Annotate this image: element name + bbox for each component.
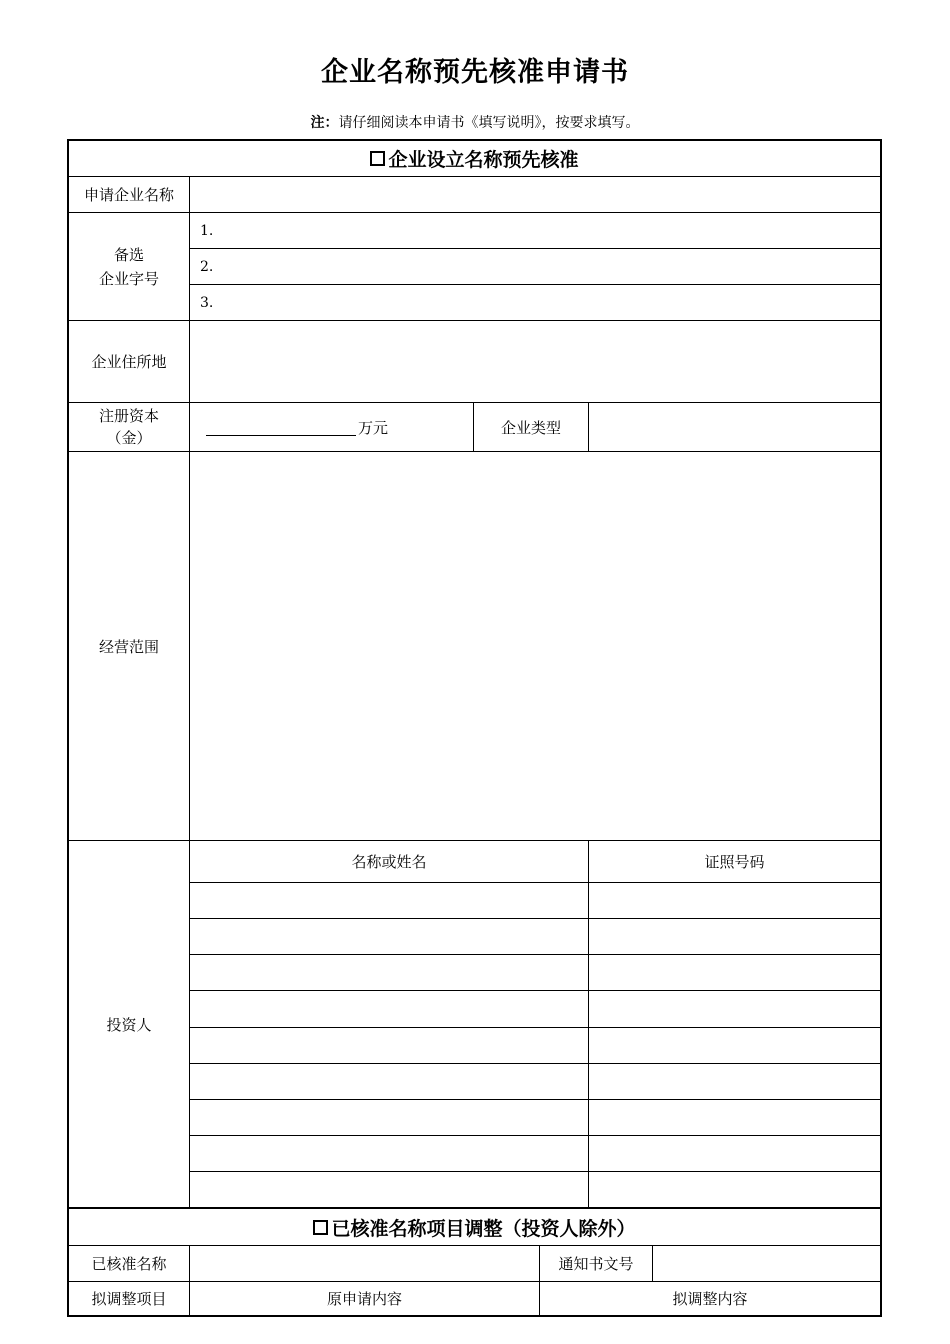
capital-label-line2: （金） [106, 429, 152, 447]
investor-id-field[interactable] [589, 991, 880, 1027]
capital-field[interactable] [190, 403, 473, 451]
note-prefix: 注： [310, 115, 339, 131]
capital-label [69, 403, 189, 451]
investor-name-field[interactable] [190, 1028, 588, 1063]
adjust-item-label: 拟调整项目 [91, 1290, 167, 1308]
investor-name-field[interactable] [190, 919, 588, 954]
alt-name-field-2[interactable]: 2. [200, 258, 214, 275]
section-name-adjustment-checkbox[interactable] [313, 1220, 328, 1235]
capital-blank-line [206, 419, 356, 436]
investor-id-field[interactable] [589, 1028, 880, 1063]
alt-names-label [69, 213, 189, 320]
investor-id-field[interactable] [589, 1100, 880, 1135]
investor-name-field[interactable] [190, 1136, 588, 1171]
investor-id-field[interactable] [589, 1064, 880, 1099]
section-name-adjustment [69, 1209, 880, 1245]
investor-id-field[interactable] [589, 1172, 880, 1207]
capital-unit: 万元 [358, 418, 389, 437]
fill-note [0, 112, 950, 132]
investor-col-name: 名称或姓名 [351, 853, 427, 871]
investor-name-field[interactable] [190, 955, 588, 990]
notice-no-label: 通知书文号 [558, 1255, 634, 1273]
investor-name-field[interactable] [190, 1100, 588, 1135]
note-text: 请仔细阅读本申请书《填写说明》，按要求填写。 [338, 115, 640, 131]
business-scope-field[interactable] [190, 452, 880, 840]
company-type-label: 企业类型 [500, 418, 561, 437]
alt-names-label-line2: 企业字号 [98, 269, 159, 288]
investor-id-field[interactable] [589, 883, 880, 918]
alt-name-field-3[interactable]: 3. [200, 294, 214, 311]
adjusted-content-label: 拟调整内容 [672, 1290, 748, 1308]
investor-name-field[interactable] [190, 1172, 588, 1207]
investor-id-field[interactable] [589, 1136, 880, 1171]
investor-label: 投资人 [106, 1015, 152, 1034]
section-company-setup-title: 企业设立名称预先核准 [388, 149, 579, 171]
investor-name-field[interactable] [190, 991, 588, 1027]
section-company-setup-checkbox[interactable] [370, 151, 385, 166]
company-name-field[interactable] [190, 177, 880, 212]
notice-no-field[interactable] [653, 1246, 880, 1281]
page-title: 企业名称预先核准申请书 [321, 57, 629, 88]
original-content-label: 原申请内容 [326, 1290, 402, 1308]
investor-col-id: 证照号码 [704, 853, 765, 871]
capital-label-line1: 注册资本 [98, 407, 159, 425]
investor-name-field[interactable] [190, 1064, 588, 1099]
approved-name-label: 已核准名称 [91, 1255, 167, 1273]
alt-name-field-1[interactable]: 1. [200, 222, 214, 239]
investor-name-field[interactable] [190, 883, 588, 918]
business-scope-label: 经营范围 [98, 637, 159, 656]
investor-id-field[interactable] [589, 955, 880, 990]
company-name-label: 申请企业名称 [83, 186, 174, 204]
address-label: 企业住所地 [91, 353, 167, 371]
investor-id-field[interactable] [589, 919, 880, 954]
alt-names-label-line1: 备选 [113, 245, 144, 264]
address-field[interactable] [190, 321, 880, 402]
section-name-adjustment-title: 已核准名称项目调整（投资人除外） [331, 1217, 636, 1240]
approved-name-field[interactable] [190, 1246, 539, 1281]
section-company-setup [69, 141, 880, 176]
company-type-field[interactable] [589, 403, 880, 451]
